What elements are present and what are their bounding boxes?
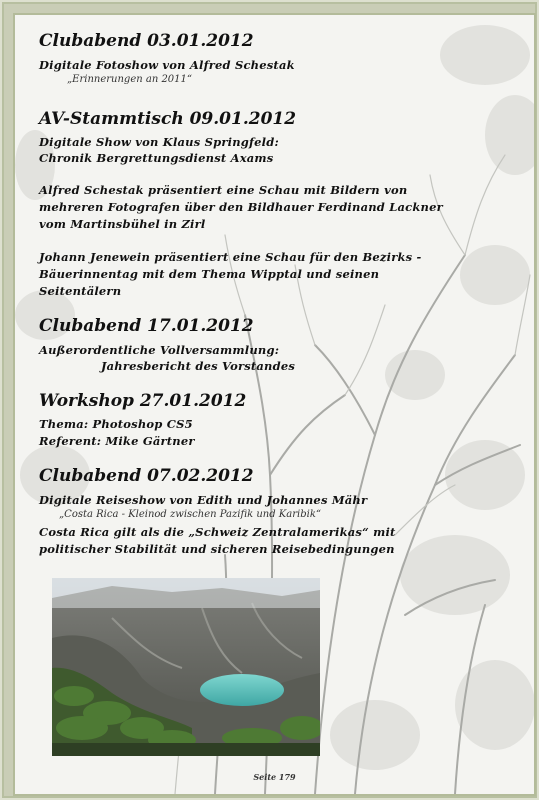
event-line: Außerordentliche Vollversammlung:	[39, 343, 280, 357]
event-line: politischer Stabilität und sicheren Reisebedingungen	[39, 542, 395, 556]
event-line: Seitentälern	[39, 284, 122, 298]
event-heading: AV-Stammtisch 09.01.2012	[39, 109, 297, 129]
event-line: Jahresbericht des Vorstandes	[101, 359, 296, 373]
page-number: Seite 179	[253, 772, 296, 782]
event-subtitle: „Costa Rica - Kleinod zwischen Pazifik und Karibik“	[59, 509, 321, 520]
event-line: Chronik Bergrettungsdienst Axams	[39, 151, 274, 165]
event-line: Referent: Mike Gärtner	[39, 434, 195, 448]
event-line: mehreren Fotografen über den Bildhauer Ferdinand Lackner	[39, 200, 443, 214]
event-line: Digitale Show von Klaus Springfeld:	[39, 135, 279, 149]
event-heading: Clubabend 03.01.2012	[39, 31, 254, 51]
event-line: Bäuerinnentag mit dem Thema Wipptal und seinen	[39, 267, 380, 281]
page-frame-inner	[13, 13, 536, 796]
event-line: Costa Rica gilt als die „Schweiz Zentralamerikas“ mit	[39, 525, 396, 539]
event-heading: Clubabend 07.02.2012	[39, 466, 254, 486]
event-line: Digitale Reiseshow von Edith und Johannes Mähr	[39, 493, 368, 507]
event-line: Thema: Photoshop CS5	[39, 417, 193, 431]
event-line: Alfred Schestak präsentiert eine Schau mit Bildern von	[39, 183, 408, 197]
page-frame-outer	[2, 2, 537, 798]
event-line: Johann Jenewein präsentiert eine Schau für den Bezirks -	[39, 250, 422, 264]
event-line: Digitale Fotoshow von Alfred Schestak	[39, 58, 295, 72]
event-heading: Clubabend 17.01.2012	[39, 316, 254, 336]
event-line: vom Martinsbühel in Zirl	[39, 217, 206, 231]
volcano-crater-photo	[52, 578, 320, 756]
event-subtitle: „Erinnerungen an 2011“	[67, 74, 192, 85]
event-heading: Workshop 27.01.2012	[39, 391, 247, 411]
